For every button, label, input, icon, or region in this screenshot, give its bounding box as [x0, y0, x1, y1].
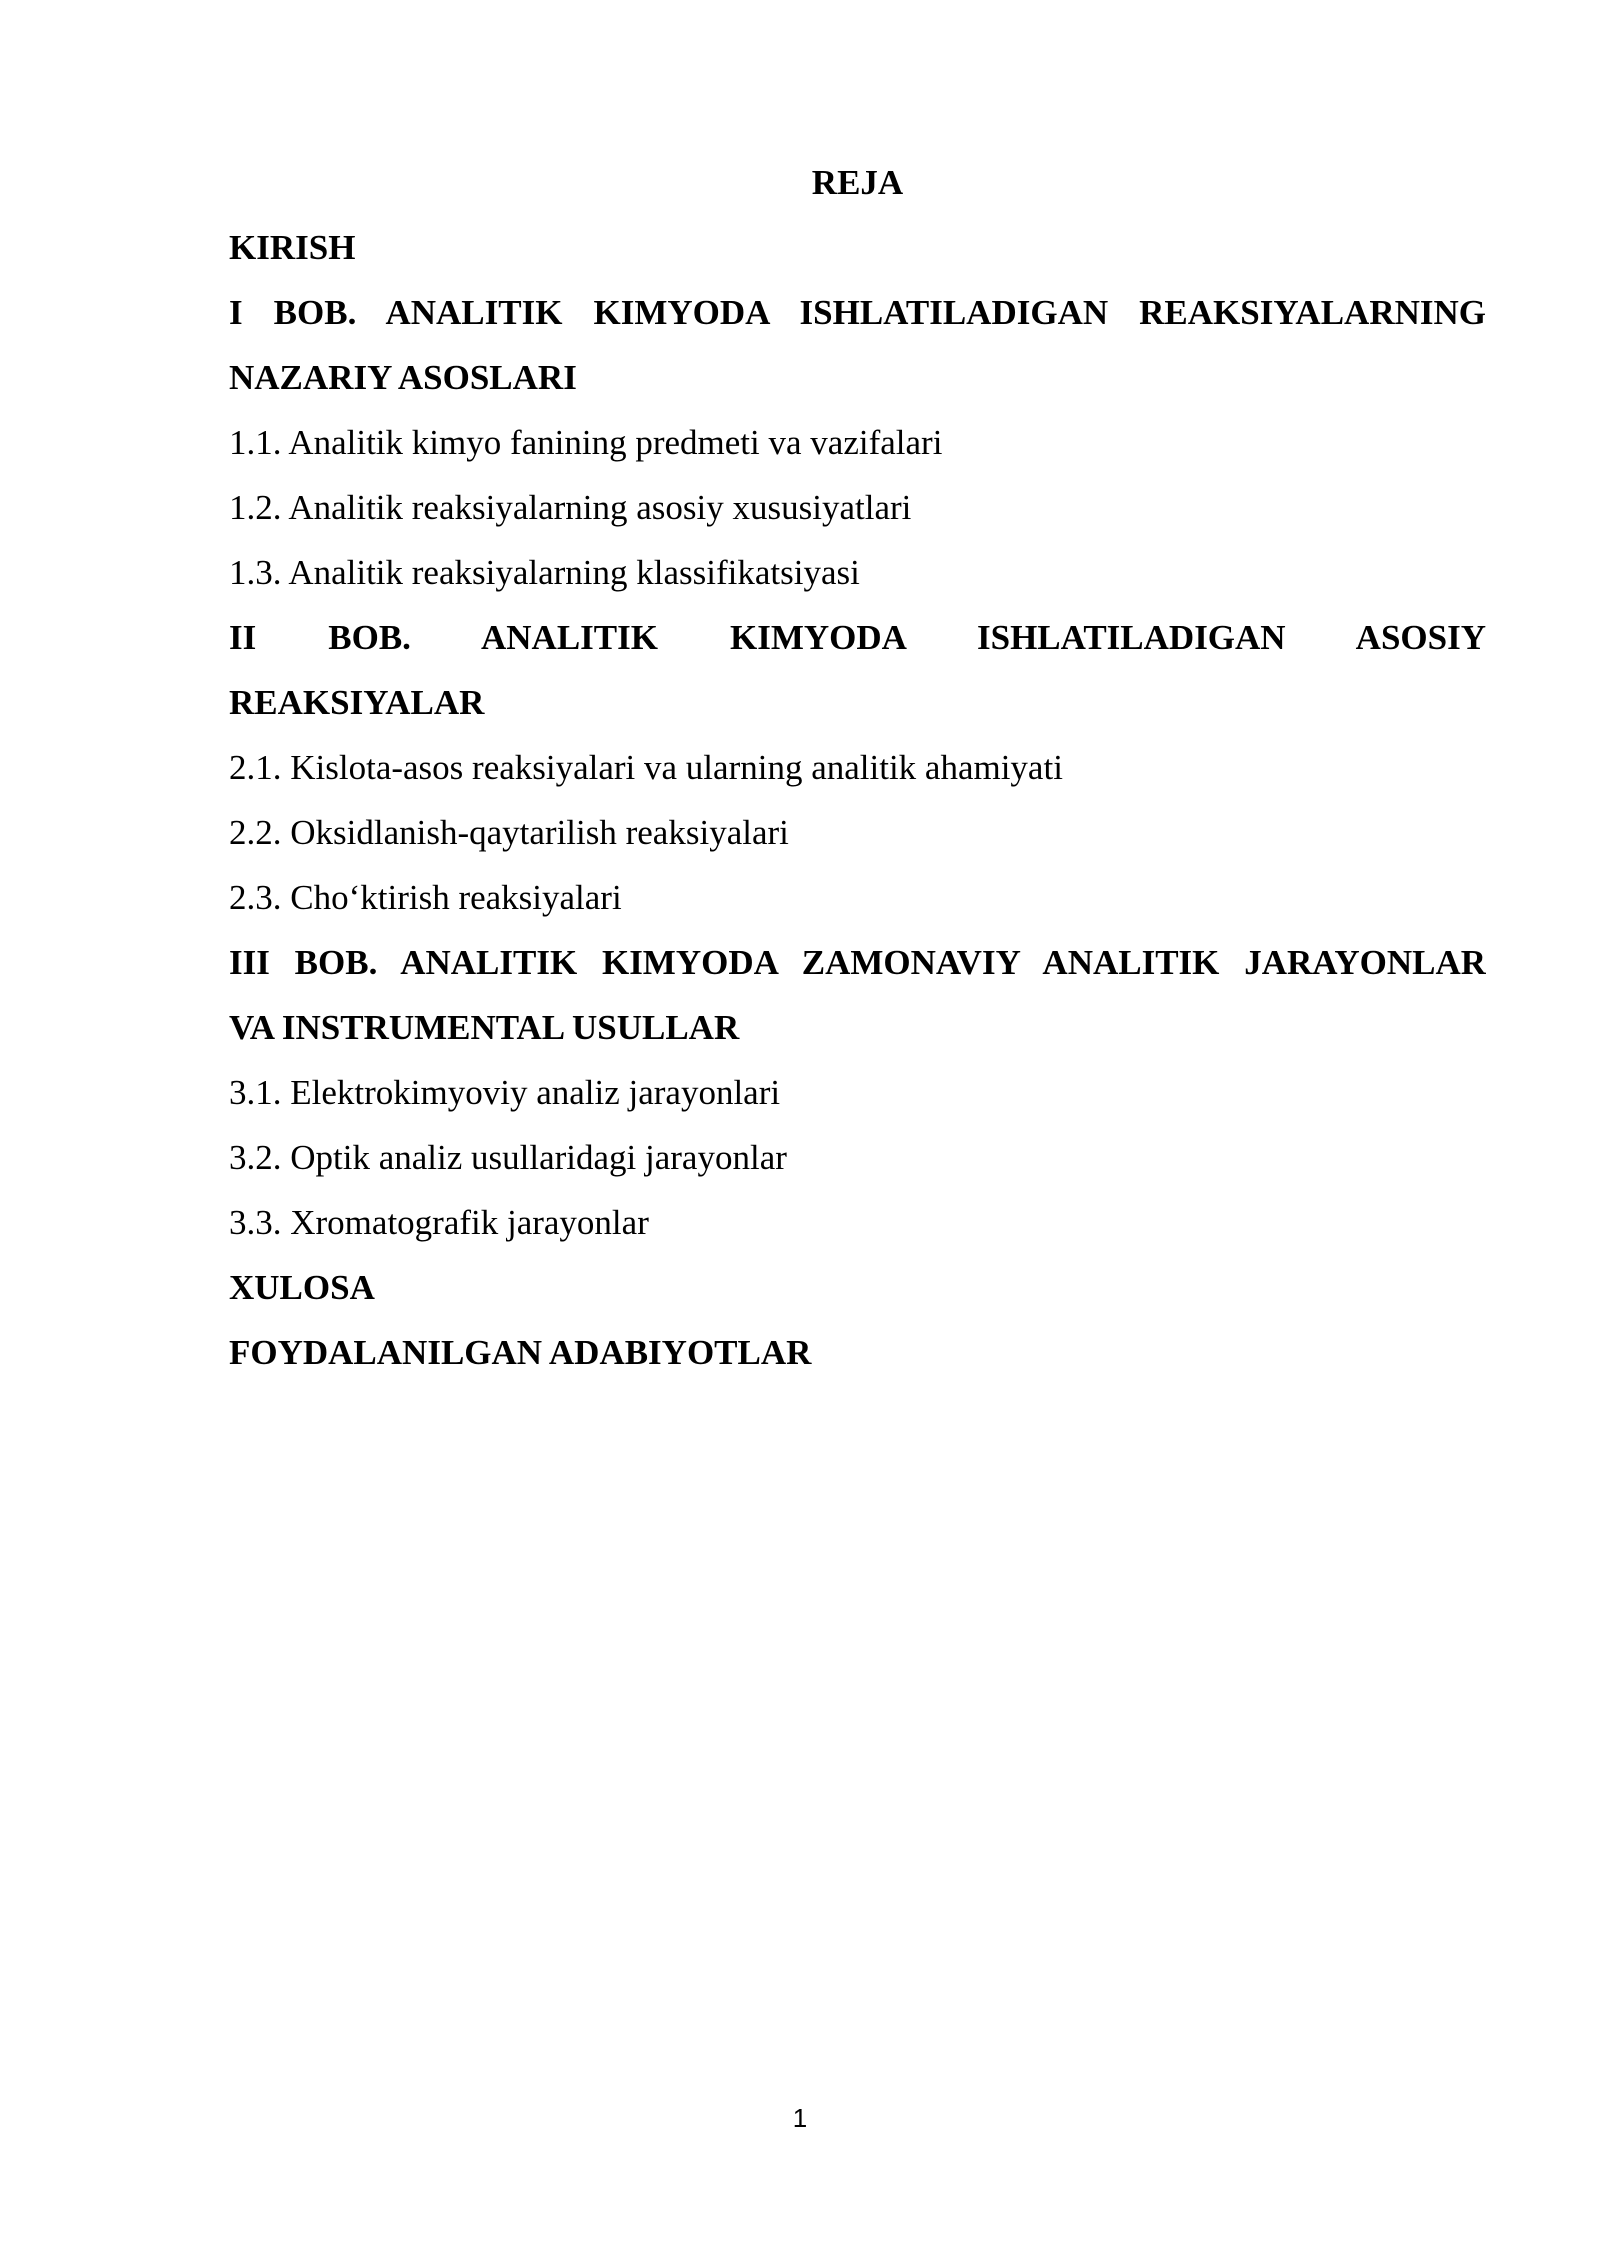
- toc-chapter-1-heading-line-2: NAZARIY ASOSLARI: [229, 358, 577, 397]
- toc-chapter-3-heading-line-1: III BOB. ANALITIK KIMYODA ZAMONAVIY ANALITIK JARAYONLAR: [229, 943, 1486, 982]
- toc-section-3-1: 3.1. Elektrokimyoviy analiz jarayonlari: [229, 1073, 781, 1112]
- toc-chapter-3-heading-line-2: VA INSTRUMENTAL USULLAR: [229, 1008, 740, 1047]
- toc-chapter-2-heading-line-1: II BOB. ANALITIK KIMYODA ISHLATILADIGAN ASOSIY: [229, 618, 1486, 657]
- toc-section-2-2: 2.2. Oksidlanish-qaytarilish reaksiyalari: [229, 813, 789, 852]
- toc-conclusion: XULOSA: [229, 1268, 375, 1307]
- toc-references: FOYDALANILGAN ADABIYOTLAR: [229, 1333, 812, 1372]
- table-of-contents: [229, 150, 1486, 1385]
- toc-section-2-1: 2.1. Kislota-asos reaksiyalari va ularning analitik ahamiyati: [229, 748, 1063, 787]
- toc-section-2-3: 2.3. Cho‘ktirish reaksiyalari: [229, 878, 622, 917]
- toc-list: [229, 215, 1486, 1385]
- toc-section-3-3: 3.3. Xromatografik jarayonlar: [229, 1203, 649, 1242]
- toc-chapter-2-heading-line-2: REAKSIYALAR: [229, 683, 485, 722]
- toc-section-1-1: 1.1. Analitik kimyo fanining predmeti va vazifalari: [229, 423, 943, 462]
- toc-section-1-3: 1.3. Analitik reaksiyalarning klassifikatsiyasi: [229, 553, 860, 592]
- toc-intro: KIRISH: [229, 228, 356, 267]
- toc-section-1-2: 1.2. Analitik reaksiyalarning asosiy xususiyatlari: [229, 488, 912, 527]
- toc-section-3-2: 3.2. Optik analiz usullaridagi jarayonlar: [229, 1138, 787, 1177]
- page-title: REJA: [811, 163, 904, 202]
- toc-chapter-1-heading-line-1: I BOB. ANALITIK KIMYODA ISHLATILADIGAN REAKSIYALARNING: [229, 293, 1486, 332]
- page-number: 1: [792, 2103, 808, 2133]
